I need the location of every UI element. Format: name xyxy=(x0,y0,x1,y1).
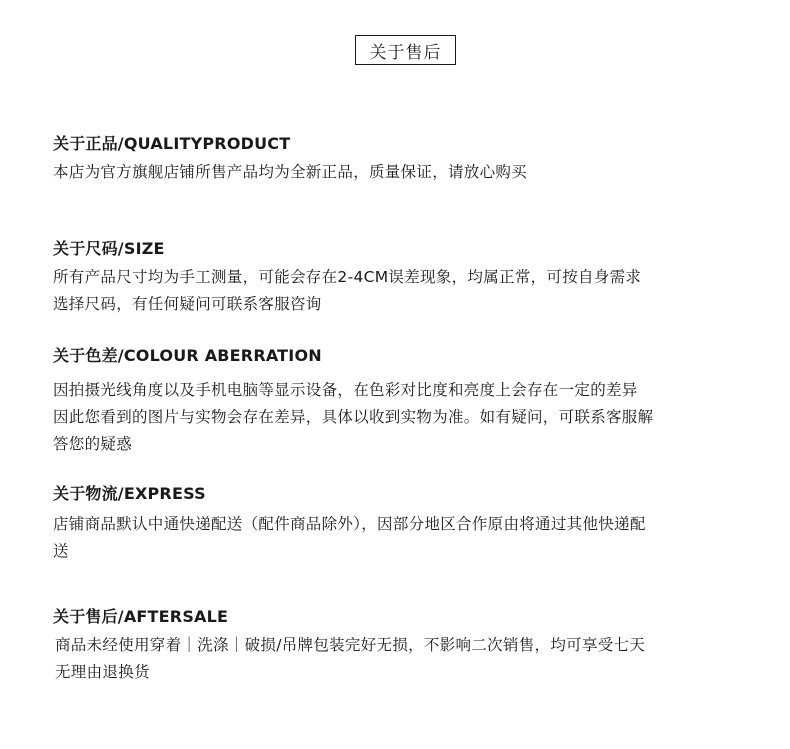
section-heading: 关于色差/COLOUR ABERRATION xyxy=(53,346,322,365)
body-line: 本店为官方旗舰店铺所售产品均为全新正品，质量保证，请放心购买 xyxy=(53,163,528,181)
section-body xyxy=(53,632,733,686)
section-heading: 关于尺码/SIZE xyxy=(53,239,165,258)
section-body xyxy=(53,377,733,458)
body-line: 选择尺码，有任何疑问可联系客服咨询 xyxy=(53,295,322,313)
section-aftersale xyxy=(53,606,733,686)
section-heading: 关于正品/QUALITYPRODUCT xyxy=(53,134,291,153)
section-heading: 关于售后/AFTERSALE xyxy=(53,607,229,626)
section-heading: 关于物流/EXPRESS xyxy=(53,484,206,503)
body-line: 商品未经使用穿着｜洗涤｜破损/吊牌包装完好无损，不影响二次销售，均可享受七天 xyxy=(55,636,646,654)
body-line: 无理由退换货 xyxy=(55,663,150,681)
body-line: 因此您看到的图片与实物会存在差异，具体以收到实物为准。如有疑问，可联系客服解 xyxy=(53,408,654,426)
body-line: 店铺商品默认中通快递配送（配件商品除外），因部分地区合作原由将通过其他快递配 xyxy=(53,515,646,533)
body-line: 答您的疑惑 xyxy=(53,435,133,453)
body-line: 因拍摄光线角度以及手机电脑等显示设备，在色彩对比度和亮度上会存在一定的差异 xyxy=(53,381,638,399)
section-body xyxy=(53,264,733,318)
section-quality-product xyxy=(53,133,733,186)
body-line: 所有产品尺寸均为手工测量，可能会存在2-4CM误差现象，均属正常，可按自身需求 xyxy=(53,268,642,286)
section-express xyxy=(53,483,733,565)
section-colour-aberration xyxy=(53,345,733,458)
section-body xyxy=(53,159,733,186)
section-size xyxy=(53,238,733,318)
page-title: 关于售后 xyxy=(355,35,456,65)
body-line: 送 xyxy=(53,542,69,560)
section-body xyxy=(53,511,733,565)
